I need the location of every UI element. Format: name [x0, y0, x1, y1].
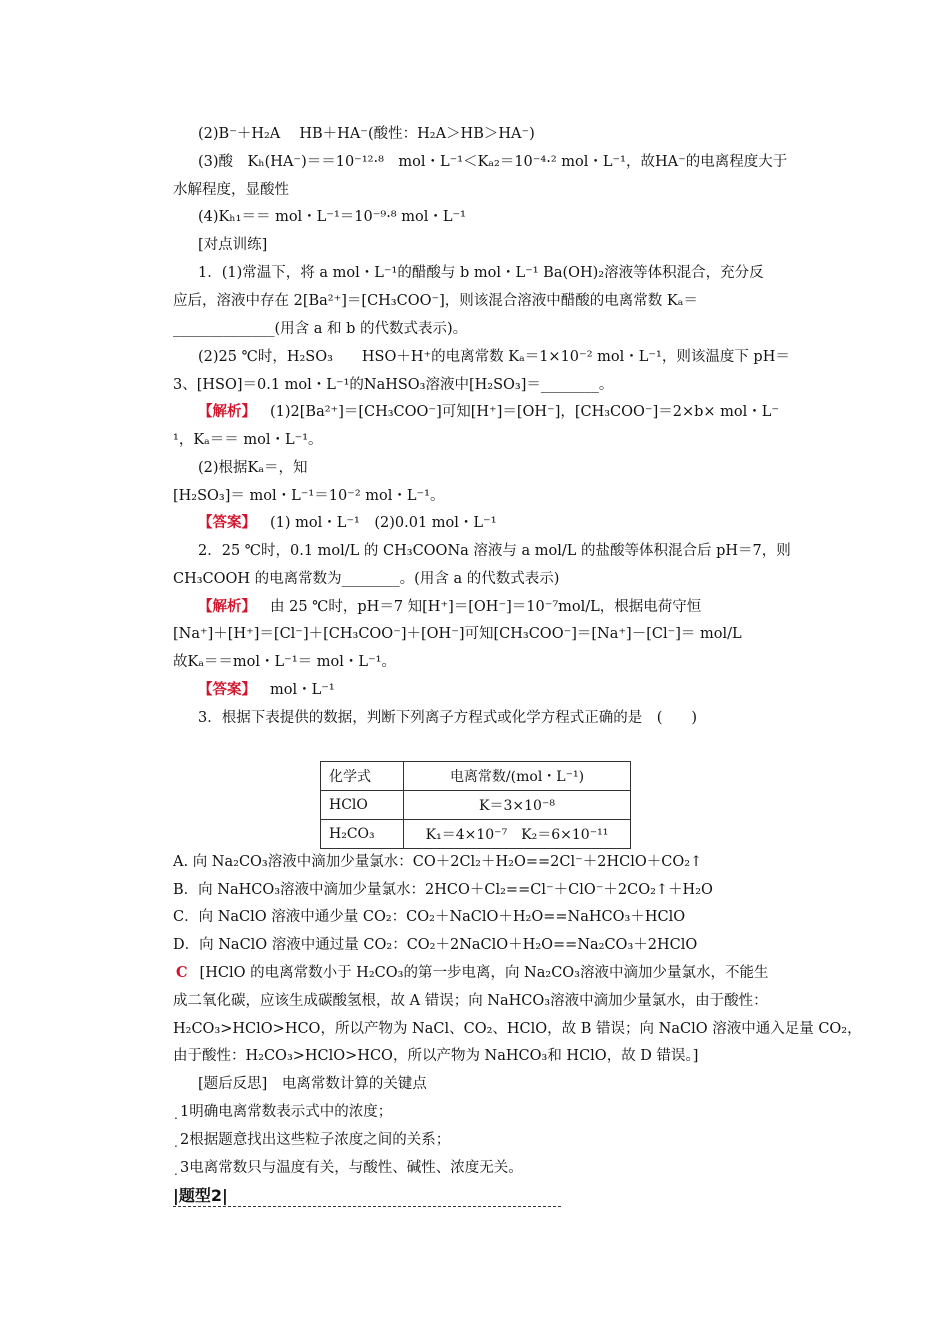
answer-letter: C	[176, 964, 188, 981]
question-text: CH₃COOH 的电离常数为________。(用含 a 的代数式表示)	[173, 571, 560, 587]
reflection-title: [题后反思] 电离常数计算的关键点	[198, 1076, 427, 1092]
text-line: (4)Kₕ₁＝＝ mol・L⁻¹＝10⁻⁹·⁸ mol・L⁻¹	[198, 209, 466, 225]
analysis-line	[198, 402, 838, 422]
answer-text: (1) mol・L⁻¹ (2)0.01 mol・L⁻¹	[270, 515, 497, 531]
analysis-text: [H₂SO₃]＝ mol・L⁻¹＝10⁻² mol・L⁻¹。	[173, 488, 445, 504]
answer-text: mol・L⁻¹	[270, 682, 335, 698]
explanation-text: 成二氧化碳，应该生成碳酸氢根，故 A 错误；向 NaHCO₃溶液中滴加少量氯水，由于酸性：	[173, 993, 768, 1009]
question-text: 3．根据下表提供的数据，判断下列离子方程式或化学方程式正确的是 ( )	[198, 710, 698, 726]
question-text: (2)25 ℃时，H₂SO₃ HSO＋H⁺的电离常数 Kₐ＝1×10⁻² mol・L⁻¹，则该温度下 pH＝	[198, 349, 790, 365]
table-row	[321, 791, 631, 820]
reflection-item: 1明确电离常数表示式中的浓度；	[180, 1104, 393, 1120]
ionization-constant-table	[320, 761, 631, 849]
answer-line	[198, 513, 838, 533]
analysis-label: 【解析】	[198, 403, 256, 420]
option-c: C．向 NaClO 溶液中通少量 CO₂：CO₂＋NaClO＋H₂O==NaHCO₃＋HClO	[173, 909, 686, 925]
table-header-cell: 化学式	[321, 762, 404, 791]
question-text: 2．25 ℃时，0.1 mol/L 的 CH₃COONa 溶液与 a mol/L 的盐酸等体积混合后 pH＝7，则	[198, 543, 791, 559]
table-cell: HClO	[321, 791, 404, 820]
reflection-item: 2根据题意找出这些粒子浓度之间的关系；	[180, 1132, 451, 1148]
answer-line	[198, 680, 838, 700]
table-header-cell: 电离常数/(mol・L⁻¹)	[404, 762, 631, 791]
question-text: 3、[HSO]＝0.1 mol・L⁻¹的NaHSO₃溶液中[H₂SO₃]＝________。	[173, 377, 614, 393]
section-heading: |题型2|	[173, 1186, 228, 1205]
answer-label: 【答案】	[198, 514, 256, 531]
dashed-divider	[173, 1206, 561, 1207]
explanation-text: H₂CO₃>HClO>HCO，所以产物为 NaCl、CO₂、HClO，故 B 错误；向 NaClO 溶液中通入足量 CO₂，	[173, 1021, 862, 1037]
table-row	[321, 820, 631, 849]
analysis-line	[198, 597, 838, 617]
analysis-text: 故Kₐ＝＝mol・L⁻¹＝ mol・L⁻¹。	[173, 654, 396, 670]
answer-explanation	[176, 963, 816, 983]
analysis-text: 由 25 ℃时，pH＝7 知[H⁺]＝[OH⁻]＝10⁻⁷mol/L，根据电荷守恒	[270, 599, 702, 615]
question-text: ______________(用含 a 和 b 的代数式表示)。	[173, 321, 468, 337]
analysis-text: (1)2[Ba²⁺]＝[CH₃COO⁻]可知[H⁺]＝[OH⁻]，[CH₃COO⁻]＝2×b× mol・L⁻	[270, 404, 780, 420]
text-line: (2)B⁻＋H₂A HB＋HA⁻(酸性：H₂A＞HB＞HA⁻)	[198, 126, 535, 142]
bullet-dot: .	[174, 1136, 178, 1150]
option-d: D．向 NaClO 溶液中通过量 CO₂：CO₂＋2NaClO＋H₂O==Na₂CO₃＋2HClO	[173, 937, 698, 953]
analysis-text: [Na⁺]＋[H⁺]＝[Cl⁻]＋[CH₃COO⁻]＋[OH⁻]可知[CH₃COO⁻]＝[Na⁺]－[Cl⁻]＝ mol/L	[173, 626, 742, 642]
text-line: 水解程度，显酸性	[173, 182, 289, 198]
question-text: 应后，溶液中存在 2[Ba²⁺]＝[CH₃COO⁻]，则该混合溶液中醋酸的电离常数 Kₐ＝	[173, 293, 698, 309]
analysis-text: (2)根据Kₐ＝，知	[198, 460, 308, 476]
bullet-dot: .	[174, 1164, 178, 1178]
text-line: (3)酸 Kₕ(HA⁻)＝＝10⁻¹²·⁸ mol・L⁻¹＜Kₐ₂＝10⁻⁴·² mol・L⁻¹，故HA⁻的电离程度大于	[198, 154, 788, 170]
table-header-row	[321, 762, 631, 791]
table-cell: K₁＝4×10⁻⁷ K₂＝6×10⁻¹¹	[404, 820, 631, 849]
analysis-label: 【解析】	[198, 598, 256, 615]
bullet-dot: .	[174, 1108, 178, 1122]
explanation-text: 由于酸性：H₂CO₃>HClO>HCO，所以产物为 NaHCO₃和 HClO，故 D 错误。]	[173, 1048, 699, 1064]
question-text: 1．(1)常温下，将 a mol・L⁻¹的醋酸与 b mol・L⁻¹ Ba(OH)₂溶液等体积混合，充分反	[198, 265, 764, 281]
table-cell: H₂CO₃	[321, 820, 404, 849]
answer-label: 【答案】	[198, 681, 256, 698]
table-cell: K＝3×10⁻⁸	[404, 791, 631, 820]
explanation-text: [HClO 的电离常数小于 H₂CO₃的第一步电离，向 Na₂CO₃溶液中滴加少量氯水，不能生	[199, 965, 769, 981]
option-b: B．向 NaHCO₃溶液中滴加少量氯水：2HCO＋Cl₂==Cl⁻＋ClO⁻＋2CO₂↑＋H₂O	[173, 882, 713, 898]
reflection-item: 3电离常数只与温度有关，与酸性、碱性、浓度无关。	[180, 1160, 523, 1176]
analysis-text: ¹，Kₐ＝＝ mol・L⁻¹。	[173, 432, 323, 448]
section-label: [对点训练]	[198, 237, 268, 253]
option-a: A. 向 Na₂CO₃溶液中滴加少量氯水：CO＋2Cl₂＋H₂O==2Cl⁻＋2HClO＋CO₂↑	[173, 854, 703, 870]
